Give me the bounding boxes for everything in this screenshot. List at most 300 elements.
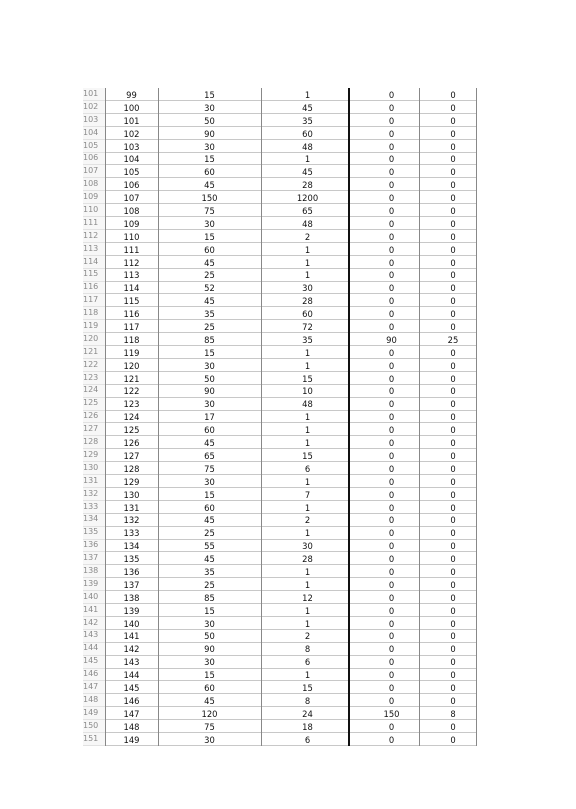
table-cell[interactable]: 139	[123, 605, 140, 616]
table-cell[interactable]: 105	[123, 167, 140, 178]
table-cell[interactable]: 1	[304, 566, 311, 577]
table-cell[interactable]: 0	[388, 360, 395, 371]
table-cell[interactable]: 0	[388, 90, 395, 100]
table-cell[interactable]: 142	[123, 644, 140, 655]
table-cell[interactable]: 119	[123, 347, 140, 358]
table-cell[interactable]: 0	[388, 657, 395, 668]
table-cell[interactable]: 1	[304, 257, 311, 268]
table-cell[interactable]: 1	[304, 605, 311, 616]
table-cell[interactable]: 0	[388, 592, 395, 603]
table-cell[interactable]: 137	[123, 579, 140, 590]
table-cell[interactable]: 114	[123, 283, 140, 294]
table-cell[interactable]: 35	[302, 334, 313, 345]
table-cell[interactable]: 0	[388, 721, 395, 732]
table-cell[interactable]: 30	[204, 360, 215, 371]
row-number[interactable]: 120	[83, 333, 99, 343]
table-cell[interactable]: 45	[204, 554, 215, 565]
table-cell[interactable]: 0	[450, 657, 456, 668]
row-number[interactable]: 102	[83, 101, 99, 111]
row-number[interactable]: 121	[83, 346, 99, 356]
table-cell[interactable]: 65	[204, 450, 215, 461]
table-cell[interactable]: 0	[388, 450, 395, 461]
table-cell[interactable]: 0	[450, 695, 456, 706]
table-cell[interactable]: 0	[388, 102, 395, 113]
table-cell[interactable]: 0	[450, 489, 456, 500]
table-cell[interactable]: 124	[123, 412, 140, 423]
table-cell[interactable]: 104	[123, 154, 140, 165]
table-cell[interactable]: 1	[304, 270, 311, 281]
table-cell[interactable]: 30	[204, 618, 215, 629]
row-number[interactable]: 119	[83, 321, 99, 331]
table-cell[interactable]: 30	[302, 541, 313, 552]
row-number[interactable]: 105	[83, 140, 99, 150]
table-cell[interactable]: 10	[302, 386, 313, 397]
table-cell[interactable]: 0	[388, 167, 395, 178]
table-cell[interactable]: 0	[388, 154, 395, 165]
table-cell[interactable]: 0	[450, 502, 456, 513]
table-cell[interactable]: 30	[204, 102, 215, 113]
table-cell[interactable]: 123	[123, 399, 140, 410]
row-number[interactable]: 111	[83, 217, 99, 227]
table-cell[interactable]: 1	[304, 154, 311, 165]
row-number[interactable]: 149	[83, 707, 99, 717]
row-number[interactable]: 116	[83, 282, 99, 292]
row-number[interactable]: 112	[83, 230, 99, 240]
table-cell[interactable]: 0	[450, 734, 456, 745]
table-cell[interactable]: 90	[386, 334, 397, 345]
table-cell[interactable]: 75	[204, 463, 215, 474]
table-cell[interactable]: 0	[388, 476, 395, 487]
table-cell[interactable]: 45	[204, 438, 215, 449]
table-cell[interactable]: 125	[123, 425, 140, 436]
table-cell[interactable]: 0	[388, 373, 395, 384]
row-number[interactable]: 103	[83, 114, 99, 124]
table-cell[interactable]: 30	[204, 399, 215, 410]
table-cell[interactable]: 6	[304, 734, 311, 745]
table-cell[interactable]: 0	[388, 425, 395, 436]
table-cell[interactable]: 25	[204, 270, 215, 281]
table-cell[interactable]: 1	[304, 528, 311, 539]
table-cell[interactable]: 0	[388, 128, 395, 139]
table-cell[interactable]: 7	[304, 489, 311, 500]
row-number[interactable]: 135	[83, 527, 99, 537]
table-cell[interactable]: 6	[304, 463, 311, 474]
table-cell[interactable]: 143	[123, 657, 140, 668]
table-cell[interactable]: 135	[123, 554, 140, 565]
table-cell[interactable]: 15	[204, 347, 215, 358]
table-cell[interactable]: 0	[388, 463, 395, 474]
table-cell[interactable]: 0	[388, 322, 395, 333]
table-cell[interactable]: 30	[302, 283, 313, 294]
table-cell[interactable]: 15	[302, 373, 313, 384]
table-cell[interactable]: 107	[123, 193, 140, 204]
table-cell[interactable]: 117	[123, 322, 140, 333]
table-cell[interactable]: 0	[388, 386, 395, 397]
table-cell[interactable]: 1	[304, 670, 311, 681]
table-cell[interactable]: 1	[304, 412, 311, 423]
table-cell[interactable]: 2	[304, 515, 311, 526]
table-cell[interactable]: 0	[450, 180, 456, 191]
row-number[interactable]: 130	[83, 462, 99, 472]
row-number[interactable]: 137	[83, 553, 99, 563]
table-cell[interactable]: 1	[304, 579, 311, 590]
table-cell[interactable]: 0	[388, 244, 395, 255]
table-cell[interactable]: 0	[388, 541, 395, 552]
table-cell[interactable]: 0	[388, 528, 395, 539]
row-number[interactable]: 146	[83, 669, 99, 679]
table-cell[interactable]: 60	[204, 502, 215, 513]
table-cell[interactable]: 50	[204, 373, 215, 384]
table-cell[interactable]: 0	[450, 128, 456, 139]
table-cell[interactable]: 35	[204, 566, 215, 577]
row-number[interactable]: 113	[83, 243, 99, 253]
table-cell[interactable]: 0	[450, 270, 456, 281]
table-cell[interactable]: 0	[450, 528, 456, 539]
table-cell[interactable]: 50	[204, 631, 215, 642]
table-cell[interactable]: 75	[204, 206, 215, 217]
table-cell[interactable]: 0	[388, 347, 395, 358]
row-number[interactable]: 148	[83, 694, 99, 704]
table-cell[interactable]: 106	[123, 180, 140, 191]
row-number[interactable]: 141	[83, 604, 99, 614]
table-cell[interactable]: 0	[388, 579, 395, 590]
table-cell[interactable]: 85	[204, 592, 215, 603]
table-cell[interactable]: 0	[450, 412, 456, 423]
table-cell[interactable]: 25	[204, 528, 215, 539]
table-cell[interactable]: 0	[388, 438, 395, 449]
row-number[interactable]: 101	[83, 89, 99, 98]
table-cell[interactable]: 0	[450, 90, 456, 100]
table-cell[interactable]: 0	[388, 515, 395, 526]
table-cell[interactable]: 1	[304, 476, 311, 487]
table-cell[interactable]: 12	[302, 592, 313, 603]
table-cell[interactable]: 8	[304, 695, 311, 706]
table-cell[interactable]: 128	[123, 463, 140, 474]
table-cell[interactable]: 122	[123, 386, 140, 397]
table-cell[interactable]: 0	[450, 141, 456, 152]
table-cell[interactable]: 1	[304, 618, 311, 629]
table-cell[interactable]: 48	[302, 399, 313, 410]
table-cell[interactable]: 1	[304, 360, 311, 371]
table-cell[interactable]: 150	[201, 193, 218, 204]
table-cell[interactable]: 28	[302, 180, 313, 191]
table-cell[interactable]: 99	[126, 90, 137, 100]
table-cell[interactable]: 45	[204, 695, 215, 706]
table-cell[interactable]: 0	[450, 721, 456, 732]
table-cell[interactable]: 15	[204, 231, 215, 242]
table-cell[interactable]: 6	[304, 657, 311, 668]
row-number[interactable]: 125	[83, 398, 99, 408]
table-cell[interactable]: 0	[450, 244, 456, 255]
table-cell[interactable]: 15	[204, 605, 215, 616]
table-cell[interactable]: 144	[123, 670, 140, 681]
row-number[interactable]: 142	[83, 617, 99, 627]
table-cell[interactable]: 18	[302, 721, 313, 732]
table-cell[interactable]: 45	[204, 296, 215, 307]
row-number[interactable]: 132	[83, 488, 99, 498]
table-cell[interactable]: 0	[450, 373, 456, 384]
table-cell[interactable]: 108	[123, 206, 140, 217]
table-cell[interactable]: 0	[388, 695, 395, 706]
table-cell[interactable]: 146	[123, 695, 140, 706]
table-cell[interactable]: 60	[302, 309, 313, 320]
table-cell[interactable]: 0	[450, 644, 456, 655]
table-cell[interactable]: 0	[450, 618, 456, 629]
table-cell[interactable]: 28	[302, 296, 313, 307]
table-cell[interactable]: 138	[123, 592, 140, 603]
table-cell[interactable]: 145	[123, 682, 140, 693]
table-cell[interactable]: 109	[123, 218, 140, 229]
table-cell[interactable]: 0	[450, 360, 456, 371]
table-cell[interactable]: 0	[450, 399, 456, 410]
table-cell[interactable]: 15	[302, 682, 313, 693]
table-cell[interactable]: 15	[204, 154, 215, 165]
table-cell[interactable]: 0	[450, 670, 456, 681]
table-cell[interactable]: 0	[450, 283, 456, 294]
row-number[interactable]: 138	[83, 565, 99, 575]
table-cell[interactable]: 0	[388, 257, 395, 268]
table-cell[interactable]: 0	[450, 322, 456, 333]
table-cell[interactable]: 1200	[296, 193, 319, 204]
table-cell[interactable]: 0	[450, 476, 456, 487]
table-cell[interactable]: 72	[302, 322, 313, 333]
row-number[interactable]: 134	[83, 514, 99, 524]
table-cell[interactable]: 0	[388, 670, 395, 681]
table-cell[interactable]: 0	[450, 425, 456, 436]
row-number[interactable]: 127	[83, 424, 99, 434]
table-cell[interactable]: 0	[388, 682, 395, 693]
row-number[interactable]: 129	[83, 449, 99, 459]
row-number[interactable]: 133	[83, 501, 99, 511]
table-cell[interactable]: 15	[204, 670, 215, 681]
table-cell[interactable]: 0	[450, 102, 456, 113]
row-number[interactable]: 123	[83, 372, 99, 382]
row-number[interactable]: 136	[83, 540, 99, 550]
table-cell[interactable]: 0	[450, 438, 456, 449]
table-cell[interactable]: 112	[123, 257, 140, 268]
table-cell[interactable]: 8	[304, 644, 311, 655]
table-cell[interactable]: 0	[388, 206, 395, 217]
table-cell[interactable]: 0	[388, 631, 395, 642]
row-number[interactable]: 114	[83, 256, 99, 266]
table-cell[interactable]: 90	[204, 644, 215, 655]
row-number[interactable]: 108	[83, 179, 99, 189]
row-number[interactable]: 109	[83, 192, 99, 202]
row-number[interactable]: 145	[83, 656, 99, 666]
table-cell[interactable]: 90	[204, 128, 215, 139]
table-cell[interactable]: 15	[204, 90, 215, 100]
table-cell[interactable]: 25	[204, 322, 215, 333]
table-cell[interactable]: 0	[388, 399, 395, 410]
table-cell[interactable]: 0	[450, 309, 456, 320]
table-cell[interactable]: 25	[204, 579, 215, 590]
table-cell[interactable]: 0	[388, 193, 395, 204]
row-number[interactable]: 124	[83, 385, 99, 395]
table-cell[interactable]: 132	[123, 515, 140, 526]
row-number[interactable]: 122	[83, 359, 99, 369]
row-number[interactable]: 117	[83, 295, 99, 305]
table-cell[interactable]: 0	[450, 257, 456, 268]
row-number[interactable]: 144	[83, 643, 99, 653]
table-cell[interactable]: 0	[450, 541, 456, 552]
table-cell[interactable]: 30	[204, 657, 215, 668]
table-cell[interactable]: 0	[450, 515, 456, 526]
table-cell[interactable]: 133	[123, 528, 140, 539]
table-cell[interactable]: 0	[388, 218, 395, 229]
table-cell[interactable]: 0	[450, 115, 456, 126]
table-cell[interactable]: 65	[302, 206, 313, 217]
table-cell[interactable]: 48	[302, 218, 313, 229]
table-cell[interactable]: 149	[123, 734, 140, 745]
table-cell[interactable]: 45	[302, 102, 313, 113]
table-cell[interactable]: 0	[450, 296, 456, 307]
table-cell[interactable]: 0	[388, 309, 395, 320]
table-cell[interactable]: 1	[304, 438, 311, 449]
table-cell[interactable]: 111	[123, 244, 140, 255]
table-cell[interactable]: 102	[123, 128, 140, 139]
table-cell[interactable]: 28	[302, 554, 313, 565]
table-cell[interactable]: 0	[450, 450, 456, 461]
table-cell[interactable]: 1	[304, 347, 311, 358]
row-number[interactable]: 131	[83, 475, 99, 485]
table-cell[interactable]: 0	[450, 218, 456, 229]
table-cell[interactable]: 0	[388, 115, 395, 126]
table-cell[interactable]: 35	[204, 309, 215, 320]
table-cell[interactable]: 0	[450, 631, 456, 642]
table-cell[interactable]: 0	[450, 206, 456, 217]
row-number[interactable]: 140	[83, 591, 99, 601]
table-cell[interactable]: 25	[447, 334, 459, 345]
table-cell[interactable]: 120	[123, 360, 140, 371]
table-cell[interactable]: 30	[204, 218, 215, 229]
table-cell[interactable]: 45	[204, 180, 215, 191]
row-number[interactable]: 143	[83, 630, 99, 640]
table-cell[interactable]: 113	[123, 270, 140, 281]
table-cell[interactable]: 8	[450, 708, 456, 719]
table-cell[interactable]: 52	[204, 283, 215, 294]
row-number[interactable]: 139	[83, 578, 99, 588]
table-cell[interactable]: 1	[304, 425, 311, 436]
table-cell[interactable]: 60	[204, 425, 215, 436]
table-cell[interactable]: 48	[302, 141, 313, 152]
table-cell[interactable]: 141	[123, 631, 140, 642]
table-cell[interactable]: 0	[450, 463, 456, 474]
table-cell[interactable]: 126	[123, 438, 140, 449]
table-cell[interactable]: 101	[123, 115, 140, 126]
table-cell[interactable]: 0	[388, 296, 395, 307]
table-cell[interactable]: 0	[450, 231, 456, 242]
table-cell[interactable]: 0	[388, 489, 395, 500]
table-cell[interactable]: 0	[388, 502, 395, 513]
table-cell[interactable]: 0	[450, 579, 456, 590]
table-cell[interactable]: 45	[204, 257, 215, 268]
table-cell[interactable]: 0	[388, 412, 395, 423]
table-cell[interactable]: 131	[123, 502, 140, 513]
table-cell[interactable]: 0	[450, 154, 456, 165]
table-cell[interactable]: 0	[388, 231, 395, 242]
table-cell[interactable]: 75	[204, 721, 215, 732]
table-cell[interactable]: 0	[450, 592, 456, 603]
row-number[interactable]: 106	[83, 153, 99, 163]
table-cell[interactable]: 45	[302, 167, 313, 178]
table-cell[interactable]: 55	[204, 541, 215, 552]
table-cell[interactable]: 1	[304, 244, 311, 255]
row-number[interactable]: 115	[83, 269, 99, 279]
table-cell[interactable]: 30	[204, 734, 215, 745]
table-cell[interactable]: 0	[450, 386, 456, 397]
table-cell[interactable]: 0	[388, 141, 395, 152]
table-cell[interactable]: 110	[123, 231, 140, 242]
table-cell[interactable]: 0	[450, 347, 456, 358]
table-cell[interactable]: 115	[123, 296, 140, 307]
table-cell[interactable]: 127	[123, 450, 140, 461]
table-cell[interactable]: 150	[383, 708, 400, 719]
table-cell[interactable]: 0	[450, 554, 456, 565]
table-cell[interactable]: 121	[123, 373, 140, 384]
table-cell[interactable]: 24	[302, 708, 313, 719]
table-cell[interactable]: 50	[204, 115, 215, 126]
table-cell[interactable]: 60	[204, 682, 215, 693]
table-cell[interactable]: 0	[388, 283, 395, 294]
table-cell[interactable]: 1	[304, 502, 311, 513]
table-cell[interactable]: 0	[388, 734, 395, 745]
row-number[interactable]: 147	[83, 681, 99, 691]
row-number[interactable]: 150	[83, 720, 99, 730]
table-cell[interactable]: 15	[204, 489, 215, 500]
table-cell[interactable]: 0	[450, 682, 456, 693]
table-cell[interactable]: 129	[123, 476, 140, 487]
table-cell[interactable]: 0	[388, 180, 395, 191]
table-cell[interactable]: 103	[123, 141, 140, 152]
table-cell[interactable]: 140	[123, 618, 140, 629]
row-number[interactable]: 151	[83, 733, 99, 743]
row-number[interactable]: 118	[83, 308, 99, 318]
table-cell[interactable]: 0	[450, 605, 456, 616]
table-cell[interactable]: 0	[388, 618, 395, 629]
table-cell[interactable]: 60	[302, 128, 313, 139]
table-cell[interactable]: 147	[123, 708, 140, 719]
row-number[interactable]: 128	[83, 437, 99, 447]
table-cell[interactable]: 45	[204, 515, 215, 526]
table-cell[interactable]: 2	[304, 631, 311, 642]
table-cell[interactable]: 60	[204, 167, 215, 178]
table-cell[interactable]: 0	[388, 605, 395, 616]
row-number[interactable]: 110	[83, 205, 99, 215]
table-cell[interactable]: 30	[204, 141, 215, 152]
table-cell[interactable]: 0	[388, 644, 395, 655]
table-cell[interactable]: 0	[388, 270, 395, 281]
row-number[interactable]: 126	[83, 411, 99, 421]
table-cell[interactable]: 60	[204, 244, 215, 255]
table-cell[interactable]: 90	[204, 386, 215, 397]
row-number[interactable]: 107	[83, 166, 99, 176]
row-number[interactable]: 104	[83, 127, 99, 137]
table-cell[interactable]: 0	[388, 566, 395, 577]
table-cell[interactable]: 120	[201, 708, 218, 719]
table-cell[interactable]: 17	[204, 412, 215, 423]
table-cell[interactable]: 30	[204, 476, 215, 487]
table-cell[interactable]: 0	[450, 566, 456, 577]
table-cell[interactable]: 0	[388, 554, 395, 565]
table-cell[interactable]: 0	[450, 167, 456, 178]
table-cell[interactable]: 100	[123, 102, 140, 113]
table-cell[interactable]: 134	[123, 541, 140, 552]
table-cell[interactable]: 2	[304, 231, 311, 242]
table-cell[interactable]: 35	[302, 115, 313, 126]
table-cell[interactable]: 15	[302, 450, 313, 461]
table-cell[interactable]: 148	[123, 721, 140, 732]
table-cell[interactable]: 130	[123, 489, 140, 500]
